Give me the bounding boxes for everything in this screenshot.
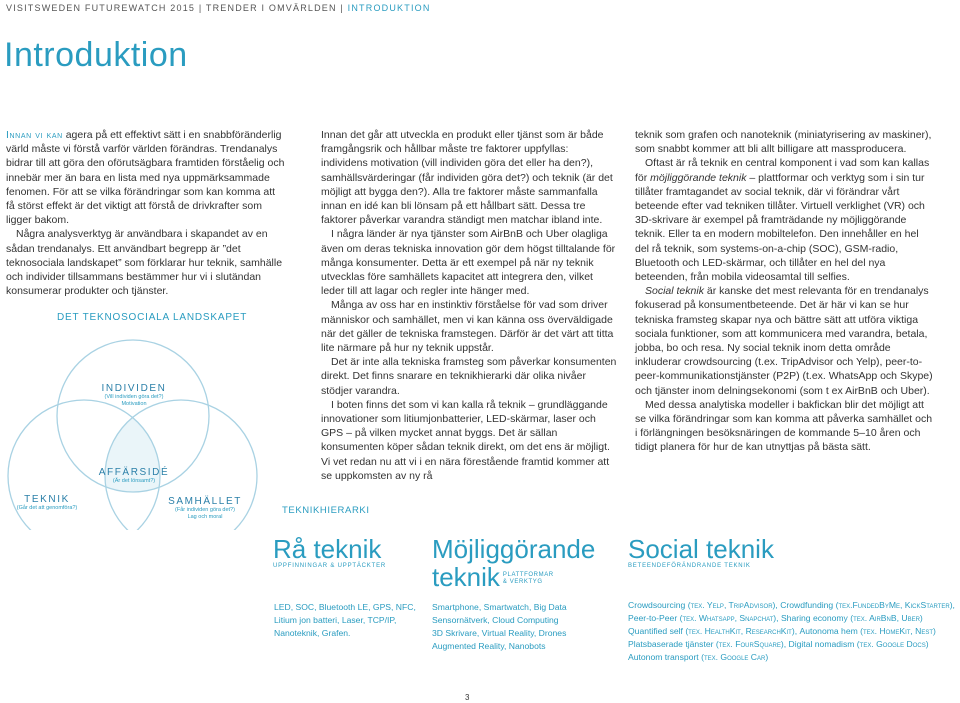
intro-paragraph-2: Några analysverktyg är användbara i skapandet av en sådan trendanalys. Ett användbart begrepp är ”det teknosociala landskapet” som förklarar hur teknik, samhälle och individer tillsammans bestämmer hur vi i slutändan konsumerar produkter och tjänster. <box>6 228 283 298</box>
enabling-tech-heading: Möjliggörande teknik PLATTFORMAR & VERKTYG <box>432 534 596 592</box>
hierarchy-title: TEKNIKHIERARKI <box>282 505 370 516</box>
page-number: 3 <box>465 693 470 702</box>
col3-paragraph-2: Oftast är rå teknik en central komponent i vad som kan kallas för möjliggörande teknik – plattformar och verktyg som i sin tur tillåter framtagandet av social teknik, där vi förändrar vårt beteende efter vad tekniken tillåter. Virtuell verklighet (VR) och 3D-skrivare är exempel på framträdande ny möjliggörande teknik. Eller ta en modern mobiltelefon. Den innehåller en hel del rå teknik, som systems-on-a-chip (SOC), GSM-radio, Bluetooth och LED-skärmar, och tillåter en hel del nya beteenden, från mobila videosamtal till selfies. <box>635 157 930 284</box>
col2-paragraph-3: Många av oss har en instinktiv förståelse för vad som driver människor och samhället, men vi kan känna oss överväldigade när det gäller de tekniska framstegen. Därför är det värt att titta lite närmare på hur ny teknik uppstår. <box>321 299 614 355</box>
page-title: Introduktion <box>4 36 188 74</box>
landscape-title: DET TEKNOSOCIALA LANDSKAPET <box>57 312 248 323</box>
col2-paragraph-2: I några länder är nya tjänster som AirBnB och Uber olagliga även om deras tekniska innovation gör dem högst tilltalande för många konsumenter. Detta är ett exempel på när ny teknik utvecklas före samhällets kapacitet att integrera den, vilket leder till att lagar och regler inte hänger med. <box>321 228 616 298</box>
social-tech-list: Crowdsourcing (tex. Yelp, TripAdvisor), Crowdfunding (tex.FundedByMe, KickStarter), Peer-to-Peer (tex. Whatsapp, Snapchat), Sharing economy (tex. AirBnB, Uber) Quantified self (tex. HealthKit, ResearchKit), Autonoma hem (tex. HomeKit, Nest) Platsbaserade tjänster (tex. FourSquare), Digital nomadism (tex. Google Docs) Autonom transport (tex. Google Car) <box>628 600 955 662</box>
col3-paragraph-1: teknik som grafen och nanoteknik (miniatyrisering av maskiner), som snabbt kommer att bli allt billigare att massproducera. <box>635 129 932 156</box>
header-prefix: VISITSWEDEN FUTUREWATCH 2015 | TRENDER I OMVÄRLDEN | <box>6 3 348 13</box>
col2-paragraph-4: Det är inte alla tekniska framsteg som påverkar konsumenten direkt. Det finns snarare en teknikhierarki där olika nivåer stödjer varandra. <box>321 356 617 397</box>
intro-paragraph-1: Innan vi kan agera på ett effektivt sätt i en snabbföränderlig värld måste vi förstå varför världen förändras. Trendanalys bidrar till att göra den oförutsägbara framtiden förståelig och innebär mer än bara en lista med nya uppmärksammade fenomen. För att se vilka förändringar som kan komma att få störst effekt är det viktigt att förstå de drivkrafter som ligger bakom. <box>6 129 285 227</box>
venn-label-samhallet: SAMHÄLLET (Får individen göra det?) Lag och moral <box>168 496 242 520</box>
enabling-tech-list: Smartphone, Smartwatch, Big Data Sensornätverk, Cloud Computing 3D Skrivare, Virtual Reality, Drones Augmented Reality, Nanobots <box>432 602 567 651</box>
venn-label-affarside: AFFÄRSIDÉ (Är det lönsamt?) <box>98 467 170 484</box>
col3-paragraph-3: Social teknik är kanske det mest relevanta för en trendanalys fokuserad på konsumentbeteende. Det är här vi kan se hur tekniska framsteg skapar nya och bättre sätt att utföra viktiga sociala funktioner, som att kommunicera med varandra, betala, jobba, bo och resa. Ny social teknik inom detta område inkluderar crowdsourcing (t.ex. TripAdvisor och Yelp), peer-to-peer-kommunikationstjänster (P2P) (t.ex. WhatsApp och Skype) och tjänster inom delningsekonomi (som t ex AirBnB och Uber). <box>635 285 933 397</box>
header-section: INTRODUKTION <box>347 3 431 13</box>
running-header <box>6 3 431 13</box>
venn-label-teknik: TEKNIK (Går det att genomföra?) <box>16 494 78 511</box>
col3-paragraph-4: Med dessa analytiska modeller i bakfickan blir det möjligt att se vilka förändringar som kan komma att påverka samhället och i förlängningen besöksnäringen de kommande 5–10 åren och tidigt planera för hur de kan utnyttjas på bästa sätt. <box>635 398 933 454</box>
col2-paragraph-1: Innan det går att utveckla en produkt eller tjänst som är både framgångsrik och hållbar måste tre faktorer uppfyllas: individens motivation (vill individen göra det eller ha den?), samhällsvärderingar (får individen göra det?) och teknik (är det möjligt att bygga den?). Alla tre faktorer måste sammanfalla innan en idé kan bli lönsam på ett hållbart sätt. Dessa tre faktorer påverkar varandra ständigt men matchar ibland inte. <box>321 129 613 227</box>
raw-tech-heading: Rå teknik UPPFINNINGAR & UPPTÄCKTER <box>273 534 387 569</box>
intro-column-3 <box>635 128 935 455</box>
lead-in: Innan vi kan <box>6 129 63 141</box>
social-tech-heading: Social teknik BETEENDEFÖRÄNDRANDE TEKNIK <box>628 534 774 569</box>
col2-paragraph-5: I boten finns det som vi kan kalla rå teknik – grundläggande innovationer som litiumjonbatterier, LED-skärmar, laser och GPS – på vilken mycket annat byggs. Det är sällan konsumenten köper sådan teknik direkt, om det ens är möjligt. Vi vet redan nu att vi i en nära förestående framtid kommer att se uppkomsten av ny rå <box>321 398 610 482</box>
intro-column-2 <box>321 128 618 483</box>
intro-column-1 <box>6 128 286 298</box>
raw-tech-list: LED, SOC, Bluetooth LE, GPS, NFC, Litium jon batteri, Laser, TCP/IP, Nanoteknik, Grafen. <box>274 602 416 638</box>
venn-label-individen: INDIVIDEN (Vill individen göra det?) Motivation <box>101 383 167 407</box>
